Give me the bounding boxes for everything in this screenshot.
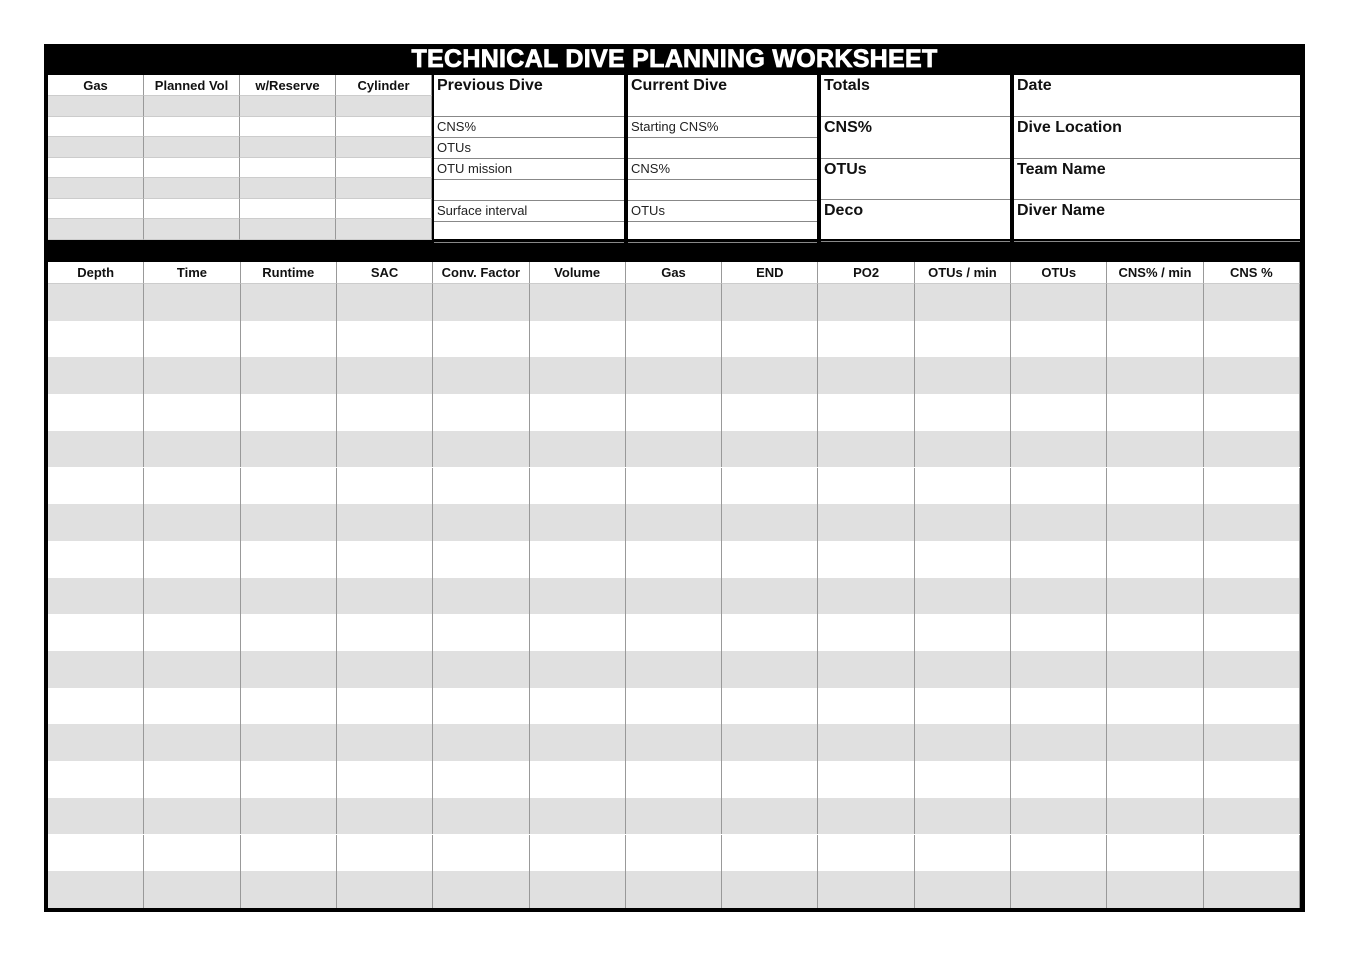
plan-table-cell[interactable] [818, 651, 914, 688]
totals-panel [821, 75, 1010, 239]
plan-table-cell[interactable] [144, 871, 240, 908]
plan-table-cell[interactable] [337, 614, 433, 651]
plan-table-cell[interactable] [1011, 651, 1107, 688]
panel-field[interactable]: Surface interval [434, 201, 624, 222]
gas-table-cell[interactable] [336, 137, 432, 158]
plan-table-cell[interactable] [818, 761, 914, 798]
plan-table-cell[interactable] [337, 871, 433, 908]
plan-table-cell[interactable] [915, 761, 1011, 798]
panel-title: Current Dive [628, 75, 817, 117]
plan-table-cell[interactable] [626, 835, 722, 872]
plan-table-cell[interactable] [337, 504, 433, 541]
plan-table-cell[interactable] [1204, 541, 1300, 578]
plan-table-cell[interactable] [626, 761, 722, 798]
gas-table-cell[interactable] [240, 158, 336, 179]
panel-field[interactable] [628, 180, 817, 201]
panel-title: Previous Dive [434, 75, 624, 117]
plan-table-cell[interactable] [626, 468, 722, 505]
panel-field[interactable]: Team Name [1014, 159, 1300, 201]
plan-table-cell[interactable] [144, 468, 240, 505]
plan-table-cell[interactable] [241, 614, 337, 651]
plan-table-cell[interactable] [530, 761, 626, 798]
column-header: Volume [530, 262, 626, 284]
plan-table-cell[interactable] [48, 321, 144, 358]
plan-table-cell[interactable] [48, 614, 144, 651]
plan-table-cell[interactable] [915, 321, 1011, 358]
gas-table-cell[interactable] [48, 117, 144, 138]
plan-table-cell[interactable] [433, 688, 529, 725]
plan-table-cell[interactable] [626, 284, 722, 321]
previous-dive-panel [434, 75, 624, 239]
plan-table-cell[interactable] [241, 798, 337, 835]
plan-table-cell[interactable] [1011, 394, 1107, 431]
plan-table-cell[interactable] [144, 688, 240, 725]
plan-table-cell[interactable] [722, 284, 818, 321]
plan-table-cell[interactable] [1107, 394, 1203, 431]
plan-table-cell[interactable] [144, 504, 240, 541]
panel-field[interactable]: Diver Name [1014, 200, 1300, 242]
plan-table-cell[interactable] [626, 651, 722, 688]
plan-table-cell[interactable] [915, 578, 1011, 615]
column-header: Planned Vol [144, 75, 240, 96]
plan-table-cell[interactable] [433, 468, 529, 505]
plan-table-cell[interactable] [915, 284, 1011, 321]
plan-table-cell[interactable] [1107, 321, 1203, 358]
column-header: Conv. Factor [433, 262, 529, 284]
gas-table-cell[interactable] [336, 219, 432, 240]
plan-table-cell[interactable] [433, 357, 529, 394]
plan-table-cell[interactable] [1107, 798, 1203, 835]
panel-title[interactable]: Totals [821, 75, 1010, 117]
plan-table-cell[interactable] [722, 578, 818, 615]
gas-table-cell[interactable] [144, 219, 240, 240]
plan-table-cell[interactable] [1011, 798, 1107, 835]
column-header: Time [144, 262, 240, 284]
plan-table-cell[interactable] [1011, 468, 1107, 505]
plan-table-cell[interactable] [48, 871, 144, 908]
plan-table-cell[interactable] [48, 835, 144, 872]
gas-table-cell[interactable] [144, 158, 240, 179]
plan-table-cell[interactable] [722, 357, 818, 394]
plan-table-cell[interactable] [1011, 871, 1107, 908]
plan-table-cell[interactable] [915, 468, 1011, 505]
plan-table-cell[interactable] [1107, 284, 1203, 321]
plan-table-cell[interactable] [1011, 431, 1107, 468]
plan-table-cell[interactable] [337, 835, 433, 872]
plan-table-cell[interactable] [722, 614, 818, 651]
plan-table-cell[interactable] [1107, 614, 1203, 651]
plan-table-cell[interactable] [433, 578, 529, 615]
plan-table-cell[interactable] [433, 541, 529, 578]
plan-table-cell[interactable] [48, 578, 144, 615]
plan-table-cell[interactable] [241, 504, 337, 541]
plan-table-cell[interactable] [144, 614, 240, 651]
panel-field[interactable]: OTUs [628, 201, 817, 222]
plan-table-cell[interactable] [530, 321, 626, 358]
plan-table-cell[interactable] [337, 724, 433, 761]
plan-table-cell[interactable] [1204, 504, 1300, 541]
gas-table-cell[interactable] [144, 137, 240, 158]
plan-table-cell[interactable] [1204, 614, 1300, 651]
plan-table-cell[interactable] [48, 504, 144, 541]
gas-table-cell[interactable] [240, 178, 336, 199]
plan-table-cell[interactable] [241, 357, 337, 394]
plan-table-cell[interactable] [1107, 651, 1203, 688]
plan-table-cell[interactable] [241, 541, 337, 578]
plan-table-cell[interactable] [626, 724, 722, 761]
plan-table-cell[interactable] [1107, 871, 1203, 908]
dive-plan-table [48, 262, 1300, 908]
plan-table-cell[interactable] [241, 431, 337, 468]
column-header: OTUs / min [915, 262, 1011, 284]
plan-table-cell[interactable] [1204, 321, 1300, 358]
panel-field[interactable]: CNS% [434, 117, 624, 138]
plan-table-cell[interactable] [144, 394, 240, 431]
plan-table-cell[interactable] [1204, 871, 1300, 908]
plan-table-cell[interactable] [144, 284, 240, 321]
plan-table-cell[interactable] [337, 761, 433, 798]
plan-table-cell[interactable] [1107, 504, 1203, 541]
plan-table-cell[interactable] [1204, 724, 1300, 761]
plan-table-cell[interactable] [915, 614, 1011, 651]
plan-table-cell[interactable] [1204, 357, 1300, 394]
plan-table-cell[interactable] [337, 284, 433, 321]
plan-table-cell[interactable] [722, 541, 818, 578]
plan-table-cell[interactable] [626, 321, 722, 358]
plan-table-cell[interactable] [337, 578, 433, 615]
plan-table-cell[interactable] [722, 431, 818, 468]
plan-table-cell[interactable] [530, 798, 626, 835]
plan-table-cell[interactable] [722, 871, 818, 908]
panel-field[interactable] [628, 222, 817, 243]
plan-table-cell[interactable] [337, 431, 433, 468]
plan-table-cell[interactable] [915, 798, 1011, 835]
plan-table-cell[interactable] [722, 394, 818, 431]
plan-table-cell[interactable] [1204, 835, 1300, 872]
plan-table-cell[interactable] [48, 724, 144, 761]
plan-table-cell[interactable] [915, 394, 1011, 431]
plan-table-cell[interactable] [144, 431, 240, 468]
plan-table-cell[interactable] [1204, 394, 1300, 431]
gas-table-cell[interactable] [48, 219, 144, 240]
column-header: w/Reserve [240, 75, 336, 96]
gas-table-cell[interactable] [48, 199, 144, 220]
plan-table-cell[interactable] [1011, 541, 1107, 578]
plan-table-cell[interactable] [48, 761, 144, 798]
worksheet-title: TECHNICAL DIVE PLANNING WORKSHEET [411, 45, 938, 73]
plan-table-cell[interactable] [433, 431, 529, 468]
plan-table-cell[interactable] [1011, 357, 1107, 394]
panel-field[interactable]: OTUs [434, 138, 624, 159]
plan-table-cell[interactable] [818, 394, 914, 431]
gas-table-cell[interactable] [48, 137, 144, 158]
plan-table-cell[interactable] [722, 651, 818, 688]
gas-table-cell[interactable] [240, 199, 336, 220]
plan-table-cell[interactable] [337, 651, 433, 688]
panel-field[interactable] [628, 138, 817, 159]
column-header: OTUs [1011, 262, 1107, 284]
panel-field[interactable]: Dive Location [1014, 117, 1300, 159]
plan-table-cell[interactable] [1107, 724, 1203, 761]
plan-table-cell[interactable] [530, 468, 626, 505]
gas-table-cell[interactable] [336, 158, 432, 179]
plan-table-cell[interactable] [48, 357, 144, 394]
plan-table-cell[interactable] [48, 468, 144, 505]
plan-table-cell[interactable] [48, 431, 144, 468]
plan-table-cell[interactable] [915, 688, 1011, 725]
plan-table-cell[interactable] [915, 357, 1011, 394]
plan-table-cell[interactable] [626, 688, 722, 725]
plan-table-cell[interactable] [48, 798, 144, 835]
column-header: CNS% / min [1107, 262, 1203, 284]
plan-table-cell[interactable] [144, 835, 240, 872]
plan-table-cell[interactable] [530, 394, 626, 431]
plan-table-cell[interactable] [1107, 468, 1203, 505]
plan-table-cell[interactable] [337, 688, 433, 725]
panel-field[interactable] [434, 222, 624, 243]
plan-table-cell[interactable] [433, 651, 529, 688]
plan-table-cell[interactable] [48, 394, 144, 431]
plan-table-cell[interactable] [337, 357, 433, 394]
plan-table-cell[interactable] [915, 504, 1011, 541]
plan-table-cell[interactable] [241, 651, 337, 688]
plan-table-cell[interactable] [818, 504, 914, 541]
plan-table-cell[interactable] [530, 284, 626, 321]
plan-table-cell[interactable] [1204, 651, 1300, 688]
panel-field[interactable]: CNS% [821, 117, 1010, 159]
plan-table-cell[interactable] [626, 614, 722, 651]
plan-table-cell[interactable] [241, 578, 337, 615]
plan-table-cell[interactable] [241, 761, 337, 798]
plan-table-cell[interactable] [722, 321, 818, 358]
plan-table-cell[interactable] [144, 357, 240, 394]
current-dive-panel [628, 75, 817, 239]
plan-table-cell[interactable] [433, 798, 529, 835]
plan-table-cell[interactable] [818, 578, 914, 615]
plan-table-cell[interactable] [626, 798, 722, 835]
plan-table-cell[interactable] [818, 284, 914, 321]
plan-table-cell[interactable] [1204, 468, 1300, 505]
plan-table-cell[interactable] [818, 357, 914, 394]
plan-table-cell[interactable] [337, 541, 433, 578]
column-header: Cylinder [336, 75, 432, 96]
panel-field[interactable]: CNS% [628, 159, 817, 180]
plan-table-cell[interactable] [530, 614, 626, 651]
plan-table-cell[interactable] [818, 321, 914, 358]
plan-table-cell[interactable] [530, 651, 626, 688]
plan-table-cell[interactable] [1107, 688, 1203, 725]
plan-table-cell[interactable] [915, 541, 1011, 578]
plan-table-cell[interactable] [241, 468, 337, 505]
plan-table-cell[interactable] [818, 468, 914, 505]
plan-table-cell[interactable] [241, 688, 337, 725]
plan-table-cell[interactable] [433, 835, 529, 872]
column-header: END [722, 262, 818, 284]
plan-table-cell[interactable] [1204, 284, 1300, 321]
plan-table-cell[interactable] [337, 798, 433, 835]
plan-table-cell[interactable] [1011, 504, 1107, 541]
plan-table-cell[interactable] [915, 871, 1011, 908]
plan-table-cell[interactable] [1011, 578, 1107, 615]
gas-table-cell[interactable] [144, 96, 240, 117]
column-header: Gas [626, 262, 722, 284]
plan-table-cell[interactable] [337, 468, 433, 505]
plan-table-cell[interactable] [144, 578, 240, 615]
plan-table-cell[interactable] [1107, 761, 1203, 798]
plan-table-cell[interactable] [433, 724, 529, 761]
panel-title[interactable]: Date [1014, 75, 1300, 117]
plan-table-cell[interactable] [144, 321, 240, 358]
plan-table-cell[interactable] [530, 871, 626, 908]
column-header: Depth [48, 262, 144, 284]
plan-table-cell[interactable] [1011, 688, 1107, 725]
panel-field[interactable]: OTUs [821, 159, 1010, 201]
plan-table-cell[interactable] [1011, 835, 1107, 872]
plan-table-cell[interactable] [144, 798, 240, 835]
plan-table-cell[interactable] [818, 688, 914, 725]
plan-table-cell[interactable] [626, 578, 722, 615]
plan-table-cell[interactable] [818, 431, 914, 468]
plan-table-cell[interactable] [48, 651, 144, 688]
plan-table-cell[interactable] [433, 504, 529, 541]
plan-table-cell[interactable] [48, 541, 144, 578]
plan-table-cell[interactable] [241, 724, 337, 761]
plan-table-cell[interactable] [337, 394, 433, 431]
plan-table-cell[interactable] [144, 541, 240, 578]
plan-table-cell[interactable] [433, 321, 529, 358]
gas-table-cell[interactable] [48, 158, 144, 179]
plan-table-cell[interactable] [722, 688, 818, 725]
plan-table-cell[interactable] [722, 504, 818, 541]
plan-table-cell[interactable] [818, 798, 914, 835]
panel-field[interactable]: OTU mission [434, 159, 624, 180]
column-header: Runtime [241, 262, 337, 284]
plan-table-cell[interactable] [1204, 578, 1300, 615]
plan-table-cell[interactable] [1107, 578, 1203, 615]
plan-table-cell[interactable] [433, 614, 529, 651]
column-header: PO2 [818, 262, 914, 284]
plan-table-cell[interactable] [1204, 798, 1300, 835]
gas-table-cell[interactable] [336, 96, 432, 117]
plan-table-cell[interactable] [1107, 431, 1203, 468]
plan-table-cell[interactable] [818, 724, 914, 761]
plan-table-cell[interactable] [433, 761, 529, 798]
plan-table-cell[interactable] [144, 724, 240, 761]
plan-table-cell[interactable] [722, 798, 818, 835]
panel-field[interactable] [434, 180, 624, 201]
panel-field[interactable]: Starting CNS% [628, 117, 817, 138]
plan-table-cell[interactable] [1011, 761, 1107, 798]
dive-info-panel [1014, 75, 1300, 239]
gas-table-cell[interactable] [240, 137, 336, 158]
gas-table-cell[interactable] [336, 178, 432, 199]
plan-table-cell[interactable] [241, 835, 337, 872]
column-header: Gas [48, 75, 144, 96]
plan-table-cell[interactable] [241, 871, 337, 908]
plan-table-cell[interactable] [530, 431, 626, 468]
gas-table-cell[interactable] [336, 117, 432, 138]
plan-table-cell[interactable] [915, 724, 1011, 761]
plan-table-cell[interactable] [915, 835, 1011, 872]
plan-table-cell[interactable] [818, 871, 914, 908]
plan-table-cell[interactable] [433, 871, 529, 908]
plan-table-cell[interactable] [530, 578, 626, 615]
plan-table-cell[interactable] [1011, 284, 1107, 321]
plan-table-cell[interactable] [818, 835, 914, 872]
gas-table-cell[interactable] [144, 199, 240, 220]
plan-table-cell[interactable] [915, 651, 1011, 688]
plan-table-cell[interactable] [337, 321, 433, 358]
worksheet [44, 44, 1305, 912]
plan-table-cell[interactable] [1204, 431, 1300, 468]
plan-table-cell[interactable] [1204, 761, 1300, 798]
plan-table-cell[interactable] [241, 321, 337, 358]
plan-table-cell[interactable] [144, 761, 240, 798]
gas-table [48, 75, 432, 239]
plan-table-cell[interactable] [722, 468, 818, 505]
gas-table-cell[interactable] [336, 199, 432, 220]
plan-table-cell[interactable] [1011, 614, 1107, 651]
plan-table-cell[interactable] [48, 688, 144, 725]
plan-table-cell[interactable] [818, 541, 914, 578]
plan-table-cell[interactable] [626, 871, 722, 908]
plan-table-cell[interactable] [818, 614, 914, 651]
plan-table-cell[interactable] [722, 761, 818, 798]
gas-table-cell[interactable] [48, 96, 144, 117]
plan-table-cell[interactable] [626, 504, 722, 541]
plan-table-cell[interactable] [626, 431, 722, 468]
gas-table-cell[interactable] [240, 219, 336, 240]
plan-table-cell[interactable] [241, 394, 337, 431]
plan-table-cell[interactable] [626, 394, 722, 431]
plan-table-cell[interactable] [722, 724, 818, 761]
plan-table-cell[interactable] [241, 284, 337, 321]
plan-table-cell[interactable] [1011, 724, 1107, 761]
plan-table-cell[interactable] [530, 541, 626, 578]
gas-table-cell[interactable] [240, 96, 336, 117]
column-header: CNS % [1204, 262, 1300, 284]
plan-table-cell[interactable] [1107, 357, 1203, 394]
plan-table-cell[interactable] [1107, 835, 1203, 872]
gas-table-cell[interactable] [48, 178, 144, 199]
plan-table-cell[interactable] [530, 835, 626, 872]
plan-table-cell[interactable] [626, 357, 722, 394]
plan-table-cell[interactable] [144, 651, 240, 688]
gas-table-cell[interactable] [144, 117, 240, 138]
plan-table-cell[interactable] [530, 688, 626, 725]
plan-table-cell[interactable] [530, 357, 626, 394]
plan-table-cell[interactable] [626, 541, 722, 578]
plan-table-cell[interactable] [48, 284, 144, 321]
panel-field[interactable]: Deco [821, 200, 1010, 242]
plan-table-cell[interactable] [530, 724, 626, 761]
plan-table-cell[interactable] [530, 504, 626, 541]
plan-table-cell[interactable] [1204, 688, 1300, 725]
gas-table-cell[interactable] [240, 117, 336, 138]
plan-table-cell[interactable] [722, 835, 818, 872]
plan-table-cell[interactable] [1107, 541, 1203, 578]
plan-table-cell[interactable] [433, 284, 529, 321]
gas-table-cell[interactable] [144, 178, 240, 199]
column-header: SAC [337, 262, 433, 284]
plan-table-cell[interactable] [1011, 321, 1107, 358]
plan-table-cell[interactable] [433, 394, 529, 431]
plan-table-cell[interactable] [915, 431, 1011, 468]
